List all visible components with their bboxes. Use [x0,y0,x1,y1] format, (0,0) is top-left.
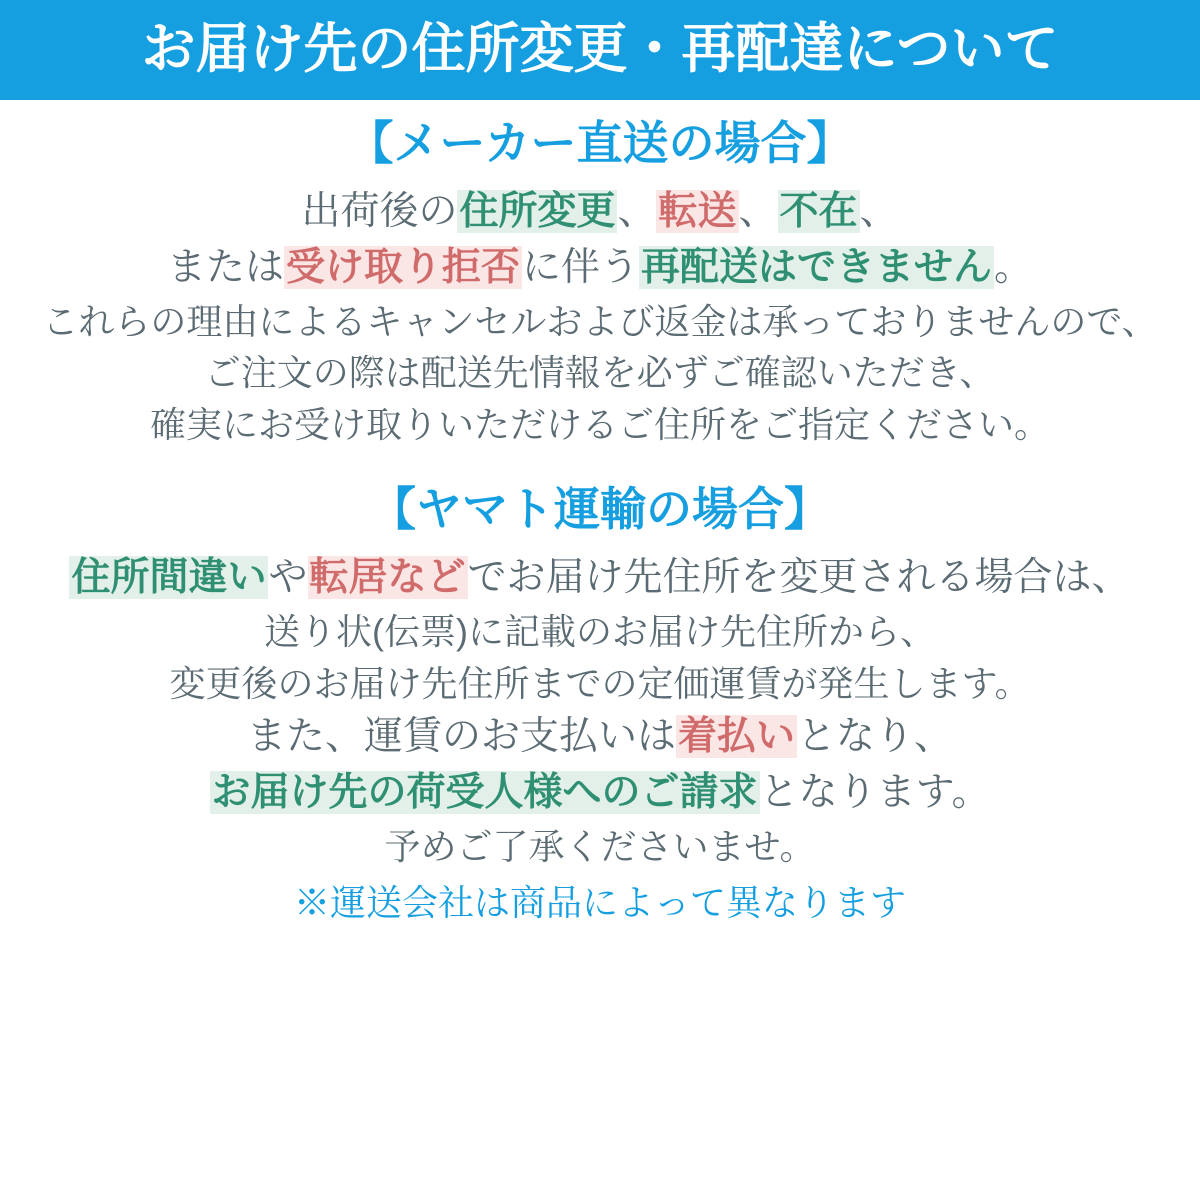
text-run: 。 [994,246,1034,289]
text-run: でお届け先住所を変更される場合は、 [467,556,1131,600]
section-lines [14,185,1186,450]
highlight-run: 再配送はできません [641,246,993,289]
highlight-run: 住所変更 [459,190,616,234]
section-lines [14,551,1186,871]
highlight-run: 受け取り拒否 [285,246,520,289]
text-run: 、 [859,190,899,234]
highlight-run: 不在 [779,190,858,234]
text-run: や [268,556,308,600]
section-title: 【ヤマト運輸の場合】 [370,482,830,535]
text-line: ご注文の際は配送先情報を必ずご確認いただき、 [204,352,996,394]
highlight-run: 住所間違い [71,556,267,600]
text-run: 出荷後の [301,190,458,234]
text-run: に伴う [521,246,639,289]
text-line: これらの理由によるキャンセルおよび返金は承っておりませんので、 [42,300,1158,342]
text-line [14,241,1186,295]
footer-note: ※運送会社は商品によって異なります [293,882,906,924]
text-run: また、運賃のお支払いは [246,715,676,759]
section-title: 【メーカー直送の場合】 [347,117,853,169]
text-run: 、 [738,190,778,234]
text-line: 予めご了承くださいませ。 [384,825,816,867]
text-line: 確実にお受け取りいただけるご住所をご指定ください。 [149,404,1050,446]
section-maker-direct [14,116,1186,450]
text-line: 送り状(伝票)に記載のお届け先住所から、 [264,610,936,652]
page-header-title: お届け先の住所変更・再配達について [0,0,1200,100]
highlight-run: お届け先の荷受人様へのご請求 [211,770,758,814]
notice-body [0,116,1200,925]
text-run: となり、 [797,715,954,759]
text-line [14,551,1186,605]
text-line [14,766,1186,820]
text-line [14,710,1186,764]
highlight-run: 着払い [677,715,795,759]
text-run: または [166,246,284,289]
section-yamato [14,482,1186,872]
text-line: 変更後のお届け先住所までの定価運賃が発生します。 [169,662,1031,704]
highlight-run: 転送 [658,190,737,234]
highlight-run: 転居など [309,556,466,600]
text-line [14,185,1186,239]
text-run: となります。 [759,770,991,814]
text-run: 、 [617,190,657,234]
